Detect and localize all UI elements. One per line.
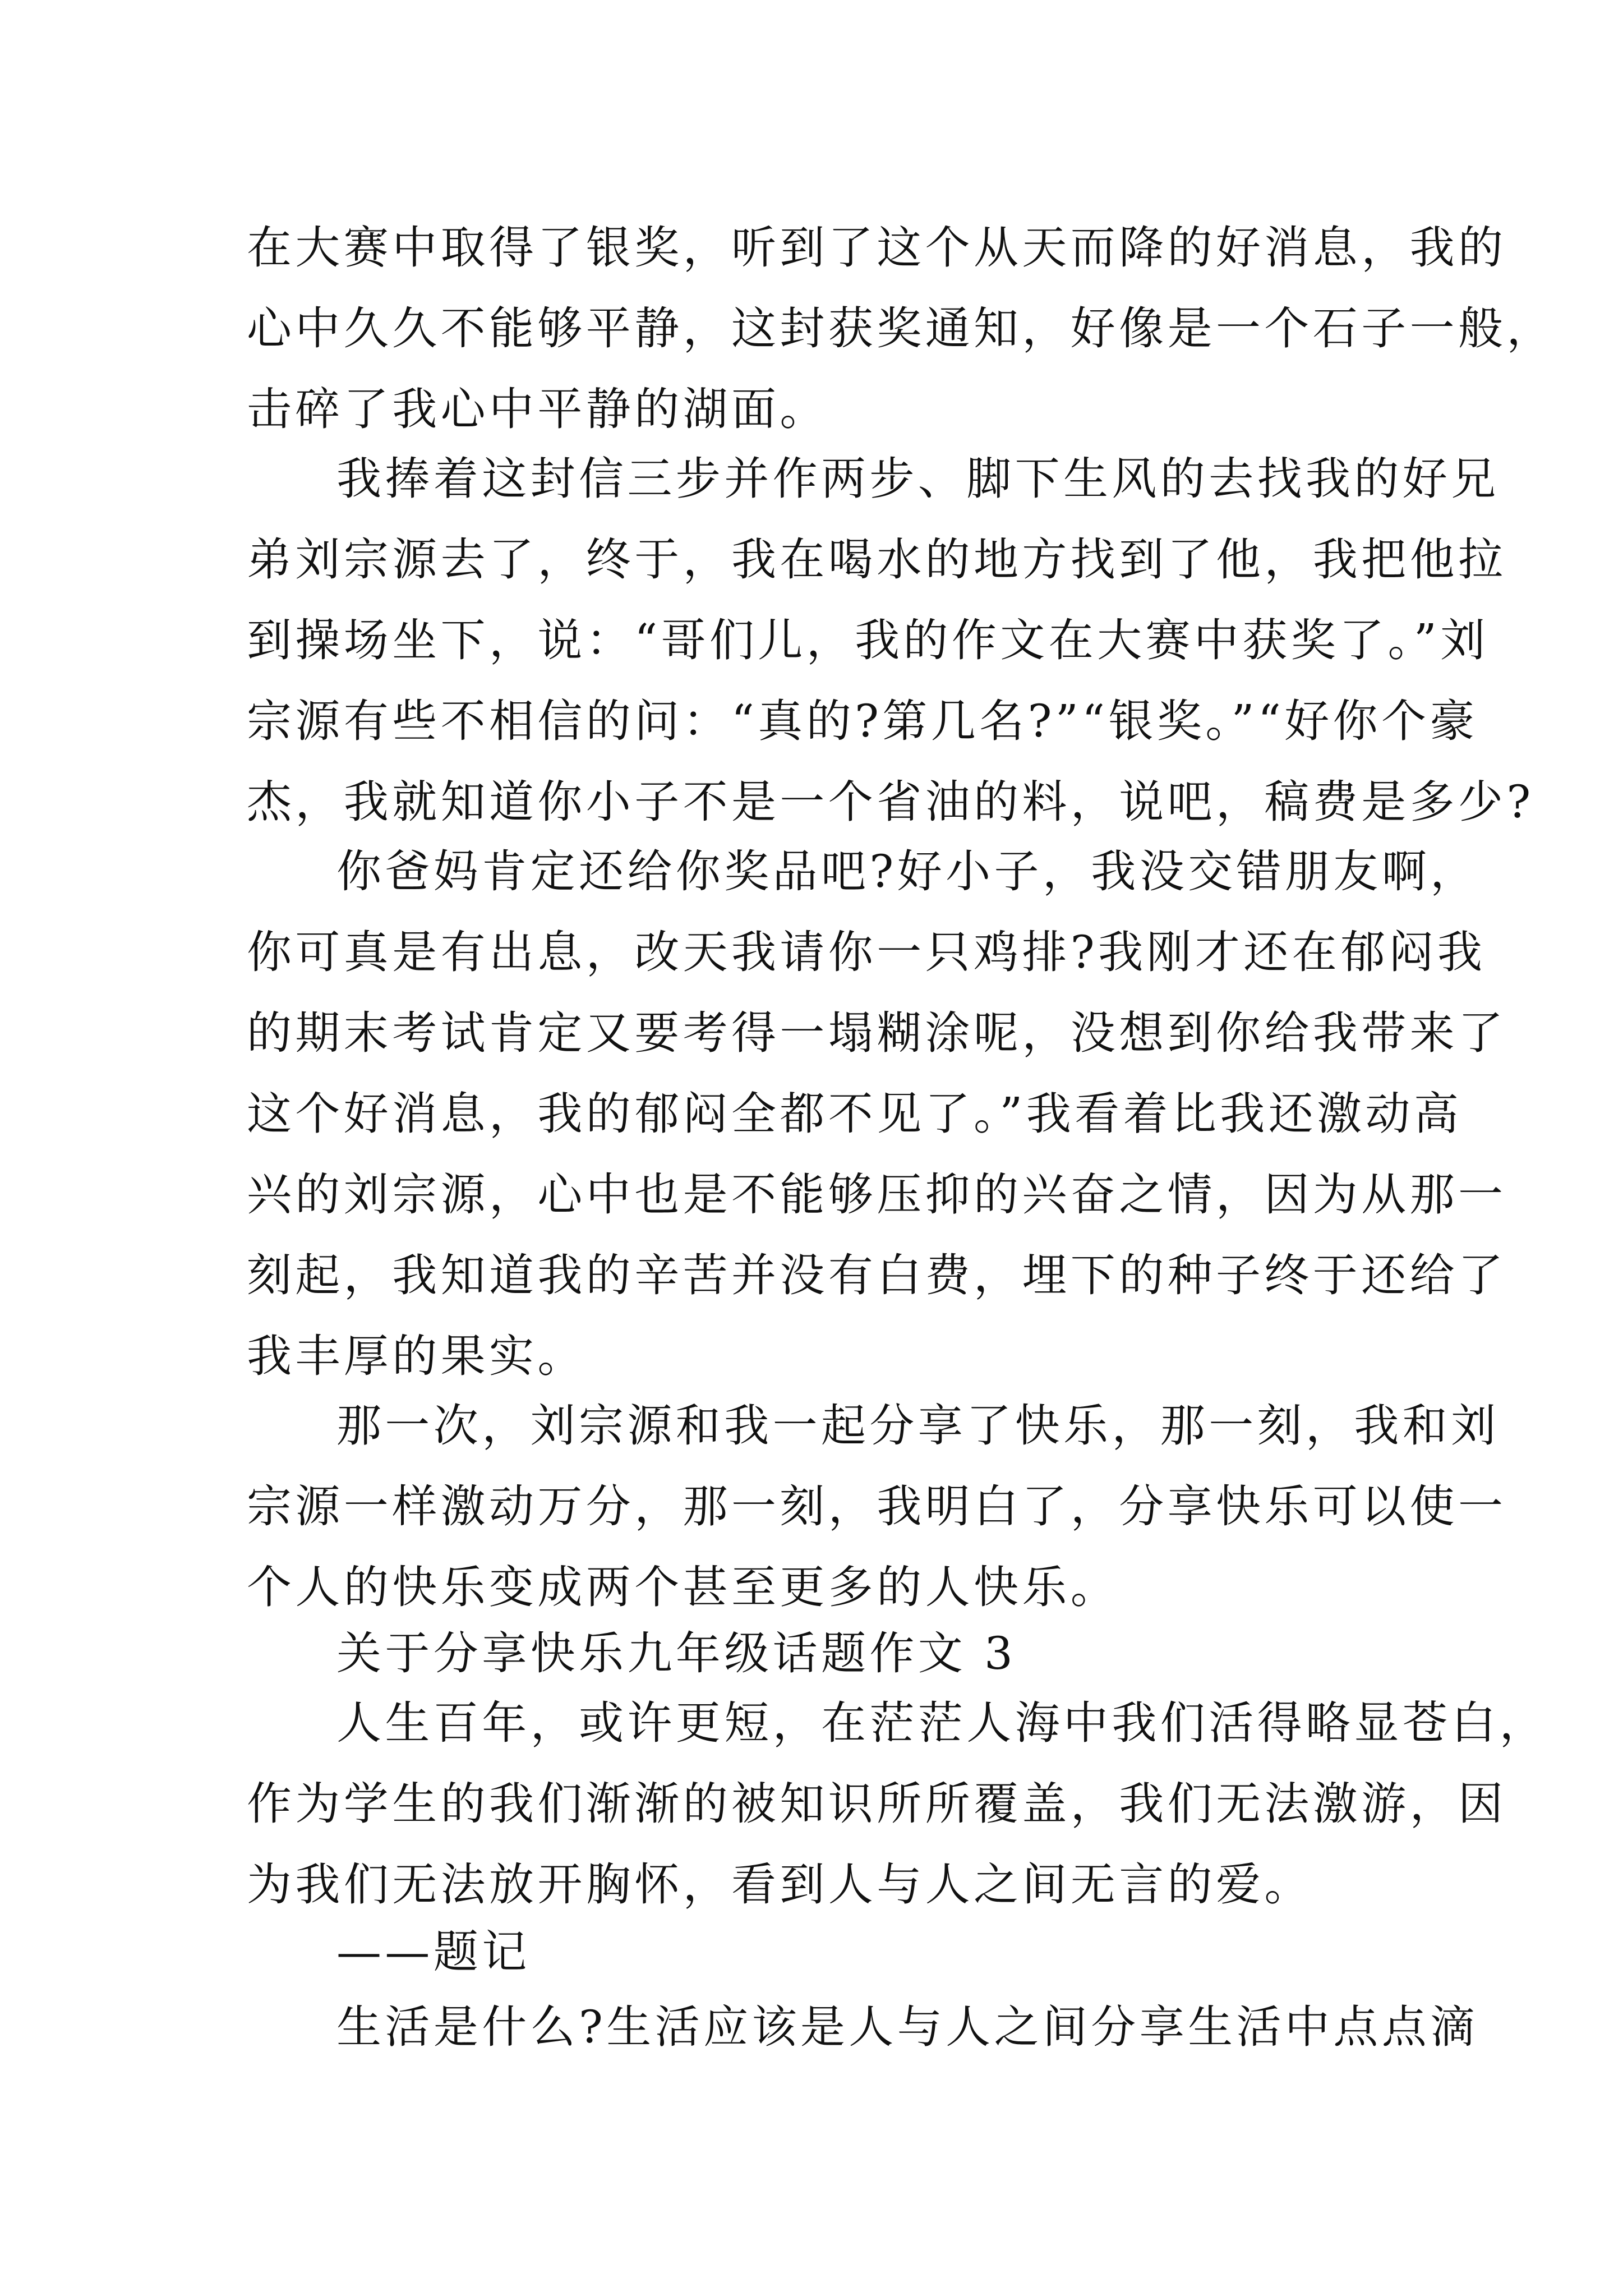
text-line: 这个好消息，我的郁闷全都不见了。”我看着比我还激动高	[247, 1088, 1463, 1140]
paragraph-start-line: 我捧着这封信三步并作两步、脚下生风的去找我的好兄	[336, 453, 1500, 505]
text-line: 到操场坐下，说：“哥们儿，我的作文在大赛中获奖了。”刘	[247, 614, 1489, 666]
text-line: 的期末考试肯定又要考得一塌糊涂呢，没想到你给我带来了	[247, 1007, 1507, 1059]
text-line: 你可真是有出息，改天我请你一只鸡排?我刚才还在郁闷我	[247, 926, 1486, 978]
text-line: 个人的快乐变成两个甚至更多的人快乐。	[247, 1561, 1119, 1613]
text-line: 兴的刘宗源，心中也是不能够压抑的兴奋之情，因为从那一	[247, 1168, 1507, 1221]
text-line: 杰，我就知道你小子不是一个省油的料，说吧，稿费是多少?	[247, 776, 1534, 828]
text-line: 宗源有些不相信的问：“真的?第几名?”“银奖。”“好你个豪	[247, 695, 1478, 747]
text-line: 作为学生的我们渐渐的被知识所所覆盖，我们无法激游，因	[247, 1778, 1507, 1830]
text-line: 弟刘宗源去了，终于，我在喝水的地方找到了他，我把他拉	[247, 533, 1507, 586]
text-line: 在大赛中取得了银奖，听到了这个从天而降的好消息，我的	[247, 222, 1507, 274]
epigraph-attribution: ——题记	[336, 1926, 531, 1978]
paragraph-start-line: 生活是什么?生活应该是人与人之间分享生活中点点滴	[336, 2001, 1479, 2053]
section-heading: 关于分享快乐九年级话题作文 3	[336, 1627, 1017, 1680]
text-line: 宗源一样激动万分，那一刻，我明白了，分享快乐可以使一	[247, 1480, 1507, 1533]
text-line: 击碎了我心中平静的湖面。	[247, 383, 828, 435]
text-line: 心中久久不能够平静，这封获奖通知，好像是一个石子一般，	[247, 302, 1555, 355]
text-line: 刻起，我知道我的辛苦并没有白费，埋下的种子终于还给了	[247, 1249, 1507, 1301]
paragraph-start-line: 人生百年，或许更短，在茫茫人海中我们活得略显苍白，	[336, 1697, 1548, 1749]
paragraph-start-line: 你爸妈肯定还给你奖品吧?好小子，我没交错朋友啊，	[336, 845, 1479, 898]
paragraph-start-line: 那一次，刘宗源和我一起分享了快乐，那一刻，我和刘	[336, 1400, 1500, 1452]
text-line: 为我们无法放开胸怀，看到人与人之间无言的爱。	[247, 1858, 1313, 1911]
text-line: 我丰厚的果实。	[247, 1330, 586, 1382]
